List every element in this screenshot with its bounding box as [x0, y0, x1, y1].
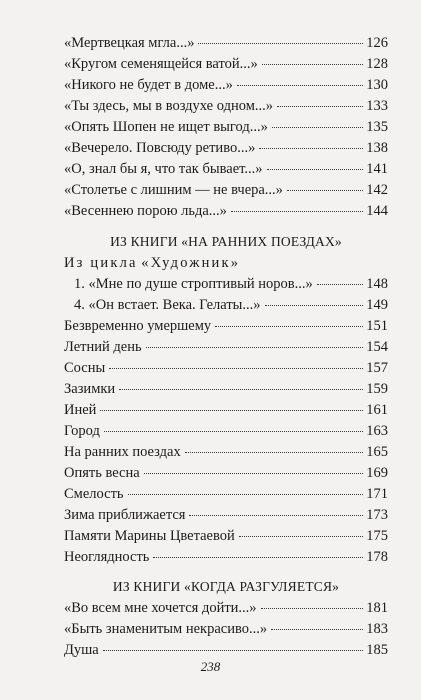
- toc-entry: [64, 316, 388, 336]
- toc-entry: [64, 138, 388, 158]
- cycle-prefix: Из цикла: [64, 255, 138, 271]
- dot-leader: [198, 43, 363, 44]
- entry-page: 163: [366, 423, 388, 439]
- entry-title: Неоглядность: [64, 549, 150, 565]
- entry-page: 142: [366, 182, 388, 198]
- entry-title: Безвременно умершему: [64, 318, 212, 334]
- entry-title: Иней: [64, 402, 97, 418]
- dot-leader: [109, 368, 363, 369]
- toc-entry: [64, 463, 388, 483]
- dot-leader: [287, 190, 363, 191]
- entry-page: 159: [366, 381, 388, 397]
- section-heading: ИЗ КНИГИ «НА РАННИХ ПОЕЗДАХ»: [110, 234, 342, 249]
- entry-page: 171: [366, 486, 388, 502]
- entry-title: Город: [64, 423, 100, 439]
- toc-entry: [64, 117, 388, 137]
- dot-leader: [144, 473, 364, 474]
- dot-leader: [215, 326, 363, 327]
- entry-title: Памяти Марины Цветаевой: [64, 528, 235, 544]
- dot-leader: [267, 169, 364, 170]
- entry-page: 169: [366, 465, 388, 481]
- dot-leader: [185, 452, 364, 453]
- entry-page: 185: [366, 642, 388, 658]
- toc-entry: [64, 619, 388, 639]
- dot-leader: [262, 64, 363, 65]
- entry-page: 183: [366, 621, 388, 637]
- entry-page: 154: [366, 339, 388, 355]
- toc-entry: [64, 75, 388, 95]
- dot-leader: [103, 650, 364, 651]
- dot-leader: [265, 305, 364, 306]
- entry-title: «Во всем мне хочется дойти...»: [64, 600, 257, 616]
- dot-leader: [237, 85, 363, 86]
- cycle-name: «Художник»: [141, 255, 241, 271]
- entry-page: 126: [366, 35, 388, 51]
- dot-leader: [153, 557, 363, 558]
- entry-page: 141: [366, 161, 388, 177]
- toc-entry: [64, 547, 388, 567]
- toc-entry: [64, 201, 388, 221]
- entry-page: 128: [366, 56, 388, 72]
- toc-entry: [64, 54, 388, 74]
- toc-entry: [64, 96, 388, 116]
- dot-leader: [261, 608, 364, 609]
- toc-entry: [64, 526, 388, 546]
- entry-title: Опять весна: [64, 465, 140, 481]
- entry-title: «Ты здесь, мы в воздухе одном...»: [64, 98, 273, 114]
- entry-title: «Столетье с лишним — не вчера...»: [64, 182, 283, 198]
- entry-title: Летний день: [64, 339, 142, 355]
- entry-page: 165: [366, 444, 388, 460]
- toc-entry: [64, 640, 388, 660]
- toc-entry: [64, 274, 388, 294]
- toc-entry: [64, 442, 388, 462]
- toc-entry: [64, 484, 388, 504]
- dot-leader: [100, 410, 363, 411]
- dot-leader: [146, 347, 364, 348]
- entry-page: 130: [366, 77, 388, 93]
- entry-page: 151: [366, 318, 388, 334]
- dot-leader: [239, 536, 363, 537]
- toc-entry: [64, 337, 388, 357]
- entry-title: «Вечерело. Повсюду ретиво...»: [64, 140, 256, 156]
- dot-leader: [104, 431, 363, 432]
- toc-entry: [64, 159, 388, 179]
- entry-title: 4. «Он встает. Века. Гелаты...»: [74, 297, 261, 313]
- entry-page: 178: [366, 549, 388, 565]
- entry-title: «Быть знаменитым некрасиво...»: [64, 621, 268, 637]
- page-number: 238: [200, 659, 221, 674]
- dot-leader: [272, 127, 363, 128]
- entry-page: 173: [366, 507, 388, 523]
- entry-page: 133: [366, 98, 388, 114]
- entry-title: «Весеннею порою льда...»: [64, 203, 227, 219]
- dot-leader: [231, 211, 363, 212]
- entry-title: «Никого не будет в доме...»: [64, 77, 233, 93]
- toc-entry: [64, 421, 388, 441]
- entry-page: 144: [366, 203, 388, 219]
- entry-page: 181: [366, 600, 388, 616]
- entry-title: Душа: [64, 642, 99, 658]
- dot-leader: [259, 148, 363, 149]
- entry-title: Сосны: [64, 360, 106, 376]
- entry-page: 138: [366, 140, 388, 156]
- dot-leader: [317, 284, 364, 285]
- cycle-subheading: [64, 253, 240, 273]
- entry-title: Зима приближается: [64, 507, 186, 523]
- entry-title: «Опять Шопен не ищет выгод...»: [64, 119, 268, 135]
- toc-entry: [64, 598, 388, 618]
- dot-leader: [277, 106, 363, 107]
- dot-leader: [271, 629, 363, 630]
- entry-title: «Кругом семенящейся ватой...»: [64, 56, 258, 72]
- entry-title: На ранних поездах: [64, 444, 181, 460]
- entry-page: 149: [366, 297, 388, 313]
- entry-title: «О, знал бы я, что так бывает...»: [64, 161, 263, 177]
- section-heading: ИЗ КНИГИ «КОГДА РАЗГУЛЯЕТСЯ»: [112, 579, 340, 594]
- toc-entry: [64, 180, 388, 200]
- dot-leader: [189, 515, 363, 516]
- toc-entry: [64, 33, 388, 53]
- entry-page: 157: [366, 360, 388, 376]
- toc-entry: [64, 505, 388, 525]
- toc-entry: [64, 379, 388, 399]
- toc-entry: [64, 295, 388, 315]
- entry-page: 135: [366, 119, 388, 135]
- entry-title: 1. «Мне по душе строптивый норов...»: [74, 276, 313, 292]
- entry-title: Зазимки: [64, 381, 116, 397]
- entry-title: «Мертвецкая мгла...»: [64, 35, 195, 51]
- entry-title: Смелость: [64, 486, 124, 502]
- entry-page: 175: [366, 528, 388, 544]
- entry-page: 161: [366, 402, 388, 418]
- entry-page: 148: [366, 276, 388, 292]
- dot-leader: [119, 389, 363, 390]
- dot-leader: [128, 494, 364, 495]
- toc-entry: [64, 400, 388, 420]
- toc-entry: [64, 358, 388, 378]
